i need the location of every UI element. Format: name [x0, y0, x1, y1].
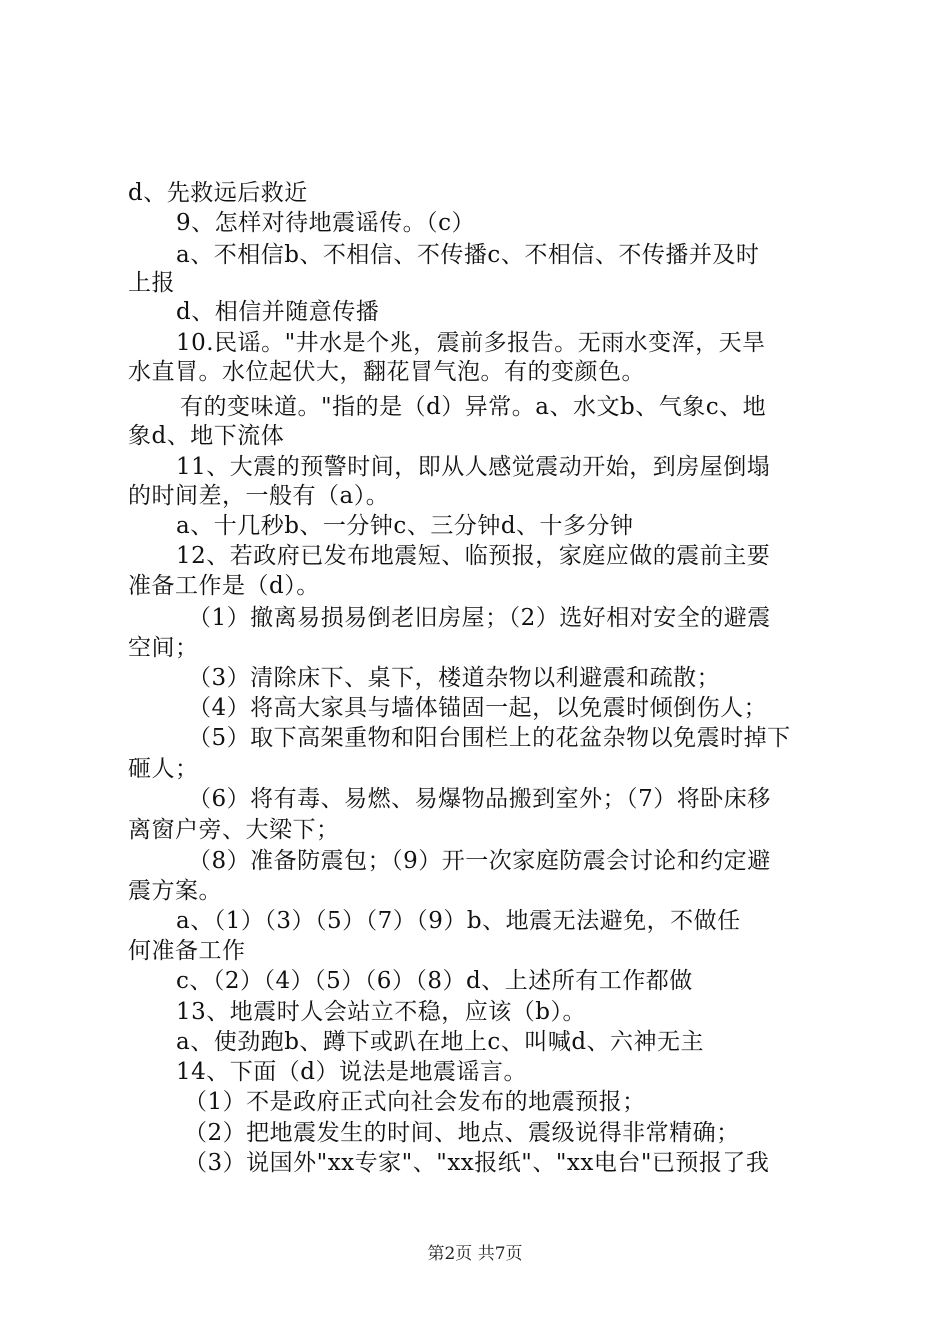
text-line: （1）撤离易损易倒老旧房屋；（2）选好相对安全的避震 — [188, 605, 771, 631]
text-line: （8）准备防震包；（9）开一次家庭防震会讨论和约定避 — [188, 848, 771, 874]
text-line: （1）不是政府正式向社会发布的地震预报； — [184, 1089, 646, 1115]
text-line: 准备工作是（d）。 — [128, 573, 320, 599]
text-line: 有的变味道。"指的是（d）异常。a、水文b、气象c、地 — [180, 394, 767, 420]
text-line: 水直冒。水位起伏大，翻花冒气泡。有的变颜色。 — [128, 359, 645, 385]
text-line: 9、怎样对待地震谣传。（c） — [176, 210, 476, 236]
text-line: a、使劲跑b、蹲下或趴在地上c、叫喊d、六神无主 — [176, 1029, 705, 1055]
text-line: （3）清除床下、桌下，楼道杂物以利避震和疏散； — [188, 665, 721, 691]
text-line: （6）将有毒、易燃、易爆物品搬到室外；（7）将卧床移 — [188, 786, 771, 812]
text-line: 的时间差，一般有（a）。 — [128, 483, 390, 509]
text-line: c、（2）（4）（5）（6）（8）d、上述所有工作都做 — [176, 968, 693, 994]
text-line: 上报 — [128, 270, 175, 296]
text-line: 12、若政府已发布地震短、临预报，家庭应做的震前主要 — [176, 543, 771, 569]
text-line: a、十几秒b、一分钟c、三分钟d、十多分钟 — [176, 513, 634, 539]
text-line: 象d、地下流体 — [128, 423, 285, 449]
text-line: 何准备工作 — [128, 938, 246, 964]
text-line: d、先救远后救近 — [128, 180, 308, 206]
text-line: （5）取下高架重物和阳台围栏上的花盆杂物以免震时掉下 — [188, 725, 791, 751]
text-line: 砸人； — [128, 756, 199, 782]
text-line: 空间； — [128, 635, 199, 661]
text-line: d、相信并随意传播 — [176, 299, 380, 325]
text-line: （3）说国外"xx专家"、"xx报纸"、"xx电台"已预报了我 — [184, 1150, 770, 1176]
text-line: （2）把地震发生的时间、地点、震级说得非常精确； — [184, 1120, 740, 1146]
text-line: a、不相信b、不相信、不传播c、不相信、不传播并及时 — [176, 242, 760, 268]
text-line: 10.民谣。"井水是个兆，震前多报告。无雨水变浑，天旱 — [176, 330, 766, 356]
text-line: 14、下面（d）说法是地震谣言。 — [176, 1059, 527, 1085]
text-line: 13、地震时人会站立不稳，应该（b）。 — [176, 999, 586, 1025]
page-number-footer: 第2页 共7页 — [427, 1244, 523, 1264]
text-line: 震方案。 — [128, 878, 222, 904]
text-line: a、（1）（3）（5）（7）（9）b、地震无法避免，不做任 — [176, 908, 741, 934]
text-line: 离窗户旁、大梁下； — [128, 817, 340, 843]
text-line: 11、大震的预警时间，即从人感觉震动开始，到房屋倒塌 — [176, 454, 771, 480]
text-line: （4）将高大家具与墙体锚固一起，以免震时倾倒伤人； — [188, 695, 768, 721]
